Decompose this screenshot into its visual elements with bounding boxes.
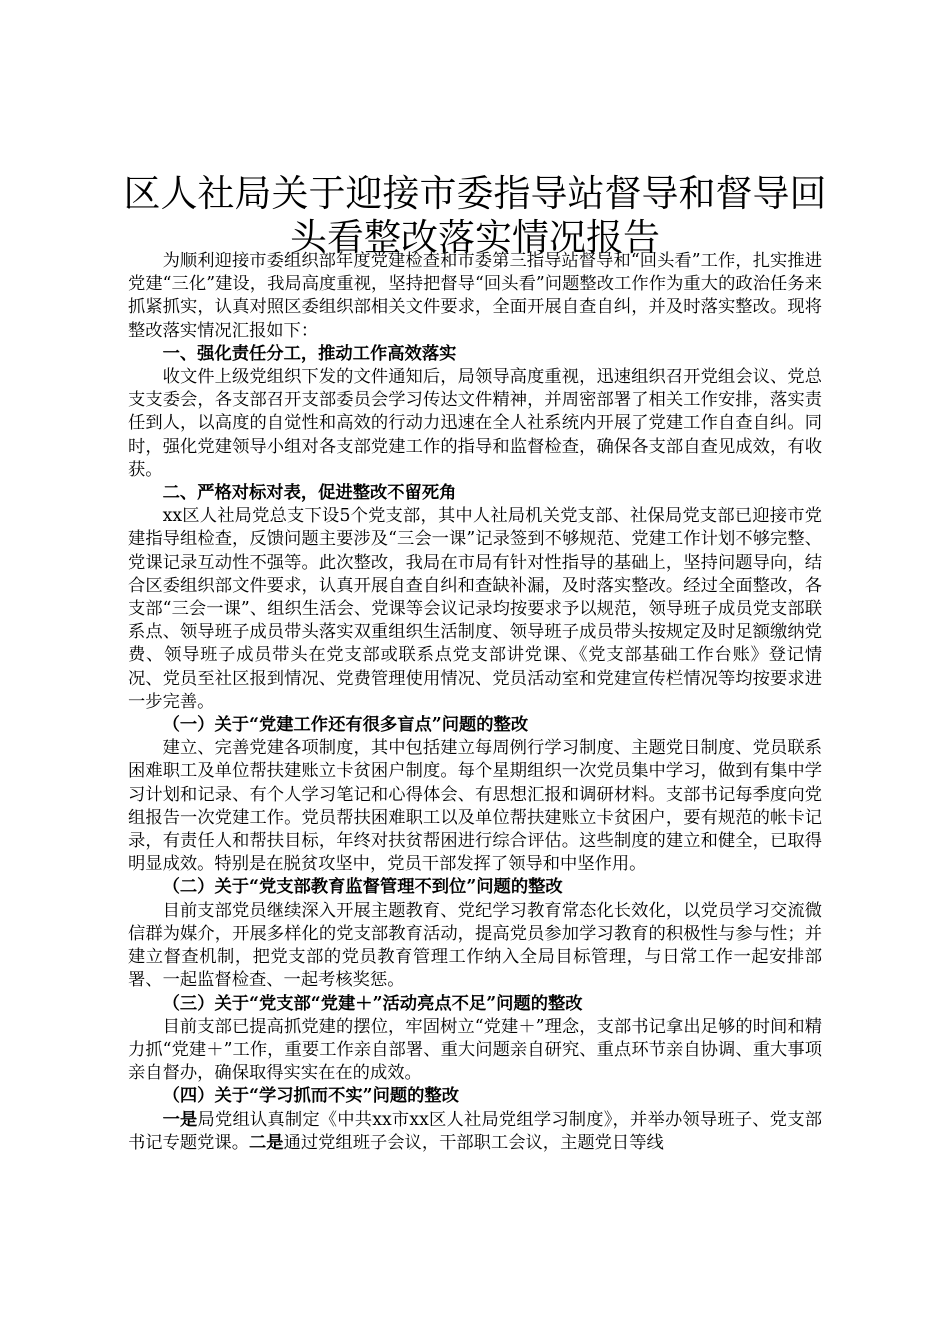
text-first: 局党组认真制定《中共xx市xx区人社局党组学习制度》，并举办领导班子、党支部书记专题党课。 bbox=[128, 1109, 822, 1153]
subsection-1-heading: （一）关于“党建工作还有很多盲点”问题的整改 bbox=[162, 715, 529, 736]
subsection-2-paragraph: 目前支部党员继续深入开展主题教育、党纪学习教育常态化长效化，以党员学习交流微信群为媒介，开展多样化的党支部教育活动，提高党员参加学习教育的积极性与参与性；并建立督查机制，把党支部的党员教育管理工作纳入全局目标管理，与日常工作一起安排部署、一起监督检查、一起考核奖惩。 bbox=[128, 900, 822, 991]
section-1-heading: 一、强化责任分工，推动工作高效落实 bbox=[162, 343, 457, 364]
lead-first: 一是 bbox=[162, 1109, 198, 1130]
section-1-paragraph: 收文件上级党组织下发的文件通知后，局领导高度重视，迅速组织召开党组会议、党总支支委会，各支部召开支部委员会学习传达文件精神，并周密部署了相关工作安排，落实责任到人，以高度的自觉性和高效的行动力迅速在全人社系统内开展了党建工作自查自纠。同时，强化党建领导小组对各支部党建工作的指导和监督检查，确保各支部自查见成效，有收获。 bbox=[128, 367, 822, 480]
subsection-2-heading: （二）关于“党支部教育监督管理不到位”问题的整改 bbox=[162, 877, 563, 898]
subsection-3-paragraph: 目前支部已提高抓党建的摆位，牢固树立“党建＋”理念，支部书记拿出足够的时间和精力抓“党建＋”工作，重要工作亲自部署、重大问题亲自研究、重点环节亲自协调、重大事项亲自督办，确保取得实实在在的成效。 bbox=[128, 1016, 822, 1084]
intro-paragraph: 为顺利迎接市委组织部年度党建检查和市委第三指导站督导和“回头看”工作，扎实推进党建“三化”建设，我局高度重视，坚持把督导“回头看”问题整改工作作为重大的政治任务来抓紧抓实，认真对照区委组织部相关文件要求，全面开展自查自纠，并及时落实整改。现将整改落实情况汇报如下： bbox=[128, 251, 822, 341]
section-2-paragraph: xx区人社局党总支下设5个党支部，其中人社局机关党支部、社保局党支部已迎接市党建指导组检查，反馈问题主要涉及“三会一课”记录签到不够规范、党建工作计划不够完整、党课记录互动性不强等。此次整改，我局在市局有针对性指导的基础上，坚持问题导向，结合区委组织部文件要求，认真开展自查自纠和查缺补漏，及时落实整改。经过全面整改，各支部“三会一课”、组织生活会、党课等会议记录均按要求予以规范，领导班子成员党支部联系点、领导班子成员带头落实双重组织生活制度、领导班子成员带头按规定及时足额缴纳党费、领导班子成员带头在党支部或联系点党支部讲党课、《党支部基础工作台账》登记情况、党员至社区报到情况、党费管理使用情况、党员活动室和党建宣传栏情况等均按要求进一步完善。 bbox=[128, 506, 822, 712]
section-2-heading: 二、严格对标对表，促进整改不留死角 bbox=[162, 483, 457, 504]
subsection-3-heading: （三）关于“党支部“党建＋”活动亮点不足”问题的整改 bbox=[162, 993, 583, 1014]
subsection-4-heading: （四）关于“学习抓而不实”问题的整改 bbox=[162, 1086, 459, 1107]
subsection-4-paragraph bbox=[128, 1109, 822, 1155]
document-body bbox=[128, 250, 822, 1155]
lead-second: 二是 bbox=[248, 1132, 284, 1153]
text-second: 通过党组班子会议，干部职工会议，主题党日等线 bbox=[283, 1132, 664, 1153]
document-title: 区人社局关于迎接市委指导站督导和督导回头看整改落实情况报告 bbox=[123, 172, 827, 259]
subsection-1-paragraph: 建立、完善党建各项制度，其中包括建立每周例行学习制度、主题党日制度、党员联系困难职工及单位帮扶建账立卡贫困户制度。每个星期组织一次党员集中学习，做到有集中学习计划和记录、有个人学习笔记和心得体会、有思想汇报和调研材料。支部书记每季度向党组报告一次党建工作。党员帮扶困难职工以及单位帮扶建账立卡贫困户，要有规范的帐卡记录，有责任人和帮扶目标，年终对扶贫帮困进行综合评估。这些制度的建立和健全，已取得明显成效。特别是在脱贫攻坚中，党员干部发挥了领导和中坚作用。 bbox=[128, 738, 822, 875]
